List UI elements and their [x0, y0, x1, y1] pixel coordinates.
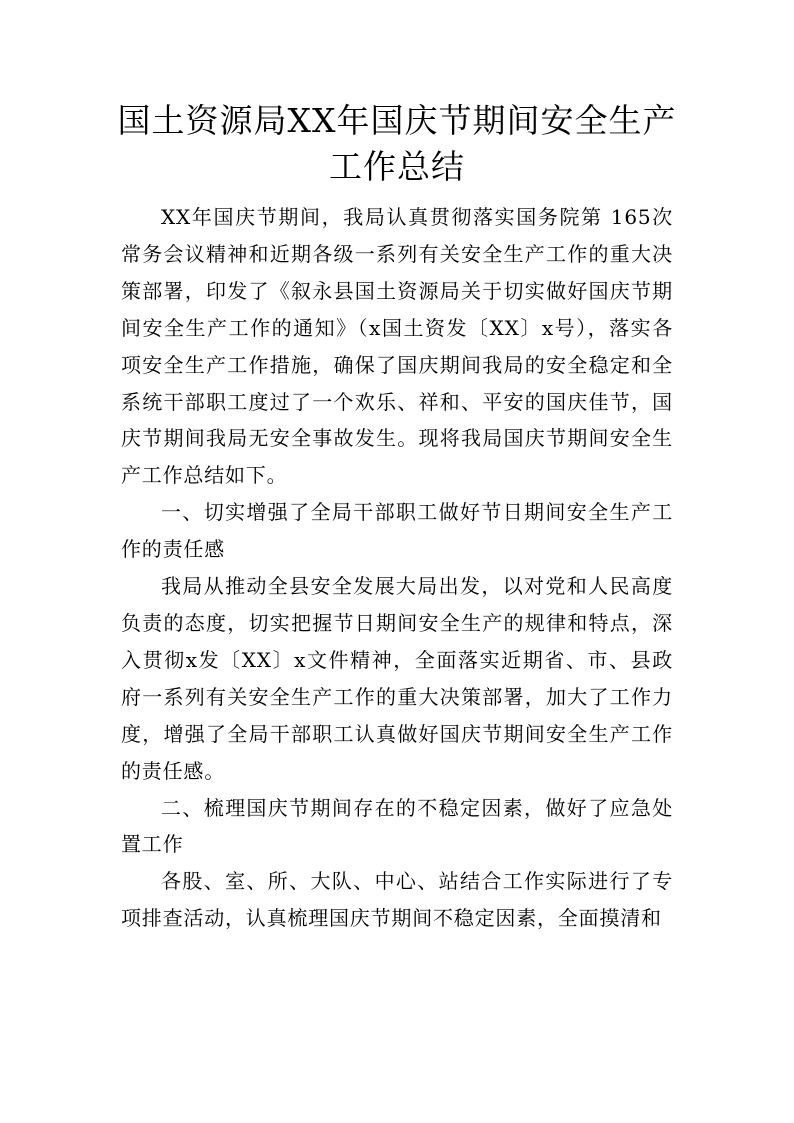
section-2-paragraph: 各股、室、所、大队、中心、站结合工作实际进行了专项排查活动，认真梳理国庆节期间不稳定因素，全面摸清和	[121, 869, 673, 931]
title-line-1: 国土资源局XX年国庆节期间安全生产	[117, 101, 677, 140]
section-heading-1: 一、切实增强了全局干部职工做好节日期间安全生产工作的责任感	[121, 500, 673, 562]
section-1-paragraph: 我局从推动全县安全发展大局出发，以对党和人民高度负责的态度，切实把握节日期间安全生产的规律和特点，深入贯彻x发〔XX〕x文件精神，全面落实近期省、市、县政府一系列有关安全生产工作的重大决策部署，加大了工作力度，增强了全局干部职工认真做好国庆节期间安全生产工作的责任感。	[121, 574, 673, 783]
document-body	[121, 199, 673, 937]
intro-paragraph: XX年国庆节期间，我局认真贯彻落实国务院第 165次常务会议精神和近期各级一系列有关安全生产工作的重大决策部署，印发了《叙永县国土资源局关于切实做好国庆节期间安全生产工作的通知》（x国土资发〔XX〕x号），落实各项安全生产工作措施，确保了国庆期间我局的安全稳定和全系统干部职工度过了一个欢乐、祥和、平安的国庆佳节，国庆节期间我局无安全事故发生。现将我局国庆节期间安全生产工作总结如下。	[121, 205, 673, 488]
title-line-2: 工作总结	[329, 147, 465, 186]
section-heading-2: 二、梳理国庆节期间存在的不稳定因素，做好了应急处置工作	[121, 795, 673, 857]
document-title	[110, 98, 684, 190]
